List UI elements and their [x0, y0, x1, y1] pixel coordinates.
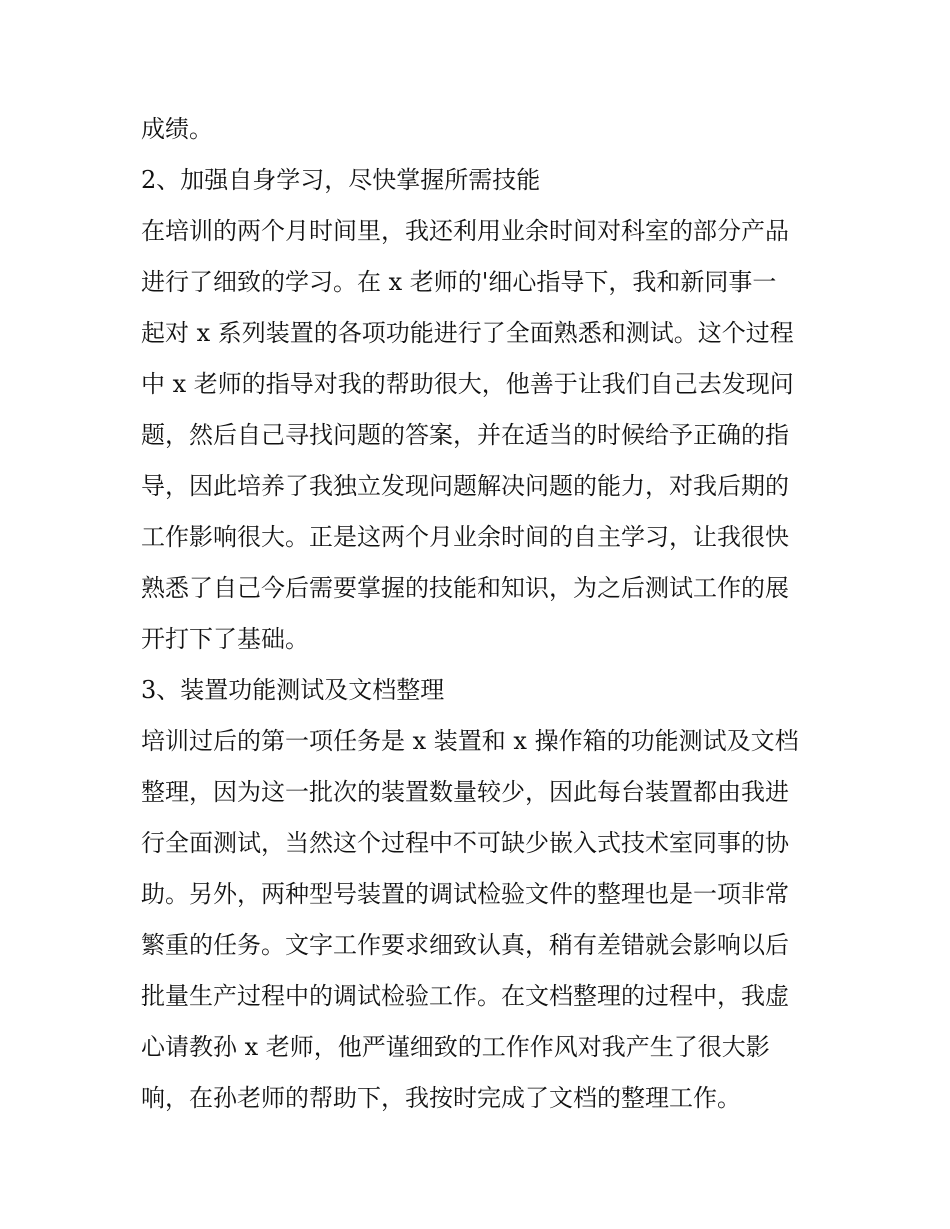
text-line-1: 成绩。	[141, 115, 213, 143]
text-line-14: 整理，因为这一批次的装置数量较少，因此每台装置都由我进	[141, 778, 789, 806]
text-line-10: 熟悉了自己今后需要掌握的技能和知识，为之后测试工作的展	[141, 574, 789, 602]
text-line-6: 中 x 老师的指导对我的帮助很大，他善于让我们自己去发现问	[141, 370, 794, 398]
text-line-8: 导，因此培养了我独立发现问题解决问题的能力，对我后期的	[141, 472, 789, 500]
text-line-19: 心请教孙 x 老师，他严谨细致的工作作风对我产生了很大影	[141, 1033, 770, 1061]
section-heading-3: 3、装置功能测试及文档整理	[141, 676, 445, 704]
text-line-3: 在培训的两个月时间里，我还利用业余时间对科室的部分产品	[141, 217, 789, 245]
text-line-15: 行全面测试，当然这个过程中不可缺少嵌入式技术室同事的协	[141, 829, 789, 857]
text-line-4: 进行了细致的学习。在 x 老师的'细心指导下，我和新同事一	[141, 268, 777, 296]
text-line-11: 开打下了基础。	[141, 625, 309, 653]
text-line-5: 起对 x 系列装置的各项功能进行了全面熟悉和测试。这个过程	[141, 319, 794, 347]
text-line-13: 培训过后的第一项任务是 x 装置和 x 操作箱的功能测试及文档	[141, 727, 799, 755]
text-line-20: 响，在孙老师的帮助下，我按时完成了文档的整理工作。	[141, 1084, 741, 1112]
text-line-7: 题，然后自己寻找问题的答案，并在适当的时候给予正确的指	[141, 421, 789, 449]
text-line-18: 批量生产过程中的调试检验工作。在文档整理的过程中，我虚	[141, 982, 789, 1010]
section-heading-2: 2、加强自身学习，尽快掌握所需技能	[141, 166, 541, 194]
text-line-9: 工作影响很大。正是这两个月业余时间的自主学习，让我很快	[141, 523, 789, 551]
text-line-17: 繁重的任务。文字工作要求细致认真，稍有差错就会影响以后	[141, 931, 789, 959]
text-line-16: 助。另外，两种型号装置的调试检验文件的整理也是一项非常	[141, 880, 789, 908]
